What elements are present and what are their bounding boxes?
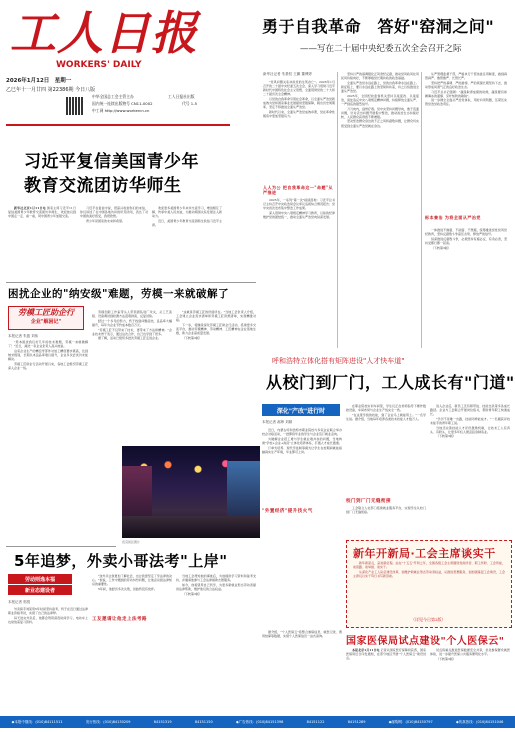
- delivery-col-3: 当地工会得知他的事迹后，为他提供学习资料和备考支持，并邀请他参与工会法律援助志愿服务。 如今，他希望用自己所学，为更多新就业形态劳动者提供法律帮助，维护他们的合法权益。 （下转第3版）: [176, 574, 256, 596]
- delivery-story-title[interactable]: 5年追梦，外卖小哥法考"上岸": [14, 552, 228, 570]
- labor-series-logo-line-2: 企业"解困记": [30, 319, 62, 325]
- medical-dateline: 本报北京1月11日电: [352, 648, 380, 652]
- col-divider: [421, 72, 422, 348]
- new-year-note: （详见今日第2版）: [411, 617, 446, 622]
- footer-bar: [0, 716, 515, 728]
- issuer-line-1: 中华全国总工会主管主办: [92, 94, 134, 99]
- top-story-byline: 新华社记者 朱基钗 王鹏 董博婷: [263, 72, 312, 76]
- website-url[interactable]: 中工网 http://www.workercn.cn: [92, 108, 150, 113]
- medical-col-1: 据介绍，"个人医保云"将整合参保信息、就医记录、费用结算等数据，实现个人医保信息一站式查询。: [262, 630, 342, 639]
- footer-item-ads-3: 84151289: [347, 720, 366, 724]
- footer-item-distribution-2: 84151319: [153, 720, 172, 724]
- top-story-col-3: 从严管理监督干部，严格执行干部选拔任用制度，做到真管真严、敢管敢严、长管长严。 坚持把严的基调、严的措施、严的氛围长期坚持下去，推动形成风清气正的良好政治生态。 习近平总书记强调："越是取得成绩的时候，越是要有如履薄冰的谨慎、见叶知秋的敏锐"。 进一步健全全面从严治党体系，用好问责利器，压紧压实管党治党政治责任。: [425, 72, 507, 107]
- labor-story-title[interactable]: 困扰企业的"纳安级"难题，劳模一来就破解了: [8, 288, 229, 300]
- photo-crowd: [122, 516, 260, 538]
- newspaper-english-title: WORKERS' DAILY: [56, 60, 142, 70]
- top-story-col-3b: 一体推进不敢腐、不能腐、不想腐，统筹推进党性党风党纪教育，坚持反腐败斗争高压态势，释放严的信号。 纵深推进反腐败斗争，必须坚持有腐必反、有贪必肃，坚持受贿行贿一起查。 （下转第3版）: [425, 228, 507, 250]
- labor-story-col-2: 劳模创新工作室带头人带领团队驻厂攻关，从工艺流程、设备调试到检测方法逐项排查，反复试验。 经过一个多月的努力，终于找到问题症结，良品率大幅提升，每年为企业节约成本数百万元。 "劳模工匠不仅带来了技术，更带来了方法和精神。"企业技术骨干表示，通过这次合作，自己也学到了很多。 据了解，活动已组织多批次劳模工匠走进企业。: [92, 310, 172, 341]
- medical-col-2: 本报北京1月11日电 记者从国家医疗保障局获悉，国家医保局近日印发通知，在部分地区开展"个人医保云"建设试点。: [346, 648, 426, 661]
- issuer-line-4: 代号 1-5: [182, 101, 198, 106]
- delivery-tag-2: 新业态建设者: [8, 585, 72, 595]
- new-year-title[interactable]: 新年开新局·工会主席谈实干: [353, 547, 496, 560]
- top-story-crosshead: 人人为公 把自我革命这一"命题"从严推进: [263, 185, 334, 195]
- delivery-col-2: "送外卖让我更加了解社会，也让我更坚定了学法律的决心。"他说，工作中遇到的劳动纠纷问题，让他意识到法律知识的重要性。 5年间，他经历多次失败，但始终没有放弃。: [92, 574, 172, 591]
- issuer-line-3: 工人日报社出版: [168, 94, 195, 99]
- footer-item-ads: ◆广告热线：(010)84151398: [235, 719, 284, 724]
- issue-number: 乙巳年十一月廿四 第22386期 今日八版: [6, 87, 96, 93]
- lead-story-title[interactable]: 习近平复信美国青少年 教育交流团访华师生: [24, 152, 199, 196]
- top-story-col-2: 坚持以严的基调强化正风肃纪反腐，推动党风政风社风民风持续向好，不断厚植党长期执政的政治基础。 全面从严治党永远在路上，党的自我革命永远在路上。新征程上，要以永远在路上的坚韧和执着，持之以恒推进全面从严治党。 2025年，全国纪检监察机关坚持以案促改、以案促治，查处违反中央八项规定精神问题，持续释放全面从严、一严到底的强烈信号。 刀刃向内，刮骨疗毒。党中央坚持问题导向，敢于直面问题，针对突出问题开展集中整治，推动政治生态持续好转，人民群众获得感不断增强。 坚决惩治群众身边的不正之风和腐败问题，让群众切实感受到全面从严治党就在身边。: [341, 72, 419, 128]
- feature-col-1: 近日，内蒙古呼和浩特市职业院校与多家企业联合举办校企对接活动，一批即将毕业的学生与企业签订就业意向。 为破解企业招工难与学生就业难并存的问题，当地构建"学校+企业+政府"立体化培养体系，打通人才成长通道。 订单式培养、现代学徒制等模式让学生在校期间就能接触真实生产环境，毕业即可上岗。: [262, 428, 342, 454]
- delivery-col-1: 外卖骑手刘某用5年时间坚持备考，终于在近日通过法律职业资格考试，实现了自己的法律梦。 每天送完外卖后，他都会利用深夜时间学习，电动车上也常放着复习资料。: [8, 607, 88, 624]
- masthead-divider: [6, 124, 230, 126]
- newspaper-logo: 工人日报: [10, 6, 198, 60]
- issuer-line-2: 国内统一连续出版物号 CN11-0002: [92, 101, 153, 106]
- feature-subhead-1: "外置经济"提升技火气: [262, 509, 313, 514]
- labor-story-col-3: "这就是劳模工匠的价值所在。"当地工会负责人介绍，工会建立企业需求清单和劳模工匠资源清单，实现精准对接。 下一步，将继续深化劳模工匠助企行活动，搭建更多交流平台，推动劳模精神、劳动精神、工匠精神在企业落地生根，助力企业高质量发展。 （下转第3版）: [176, 310, 256, 340]
- delivery-byline: 本报记者 郭悦: [8, 600, 31, 604]
- labor-story-col-1: "原本困扰我们好几年的技术难题，劳模一来就破解了！"近日，湖北一家企业负责人高兴地说。 这家企业生产的精密零部件对加工精度要求极高，达到纳米级别，长期以来良品率难以提升，企业多次尝试仍未能解决。 劳模工匠助企行活动开展以来，各地工会组织劳模工匠深入企业一线。: [8, 340, 88, 370]
- issue-date: 2026年1月12日 星期一: [6, 78, 72, 84]
- photo-caption: 夜景街区图片: [122, 540, 141, 544]
- reform-section-tag: 深化"产改"进行时: [262, 404, 340, 416]
- section-divider: [6, 546, 116, 547]
- new-year-box: [346, 540, 512, 628]
- top-story-col-1b: 2025年，一系列"第一次"接续落地：习近平总书记主持召开中央政治局会议审议巡视综合情况报告；党中央首次发布集中整治工作成果。 深入贯彻中央八项规定精神学习教育，以铁的纪律维护党的团结统一，推动全面从严治党向纵深发展。: [263, 198, 335, 219]
- delivery-subhead: 工友邀请让他走上法考路: [92, 617, 147, 622]
- footer-item-fax: ◆传真热线：(010)84151046: [455, 719, 504, 724]
- feature-col-3: 进入企业后，新员工还有师带徒、技能比武等多条成长路径。企业与工会联合开展岗位练兵，帮助青年职工快速成长。 "学历不是唯一出路，技能同样能成才。"一名刚获评技术能手的青年职工说。 当地还完善技能人才评价激励机制，让技术工人有奔头、有盼头，让更多年轻人愿意投身制造业。 （下转第3版）: [430, 404, 510, 439]
- labor-story-byline: 本报记者 朱振 刘伟: [8, 334, 39, 338]
- footer-item-distribution-3: 84151150: [194, 720, 213, 724]
- footer-item-mail: ◆邮购网：(010)84150797: [388, 719, 433, 724]
- night-street-photo: [122, 446, 260, 538]
- lead-story-col-3: 欢迎更多美国青少年来华交流学习，增进相互了解，传承中美人民友谊，为推动两国关系发展注入新动力。 近日，美国青少年教育交流团师生致信习近平主席。: [152, 206, 222, 227]
- feature-title[interactable]: 从校门到厂门，工人成长有"门道": [266, 373, 515, 392]
- top-story-title[interactable]: 勇于自我革命 答好"窑洞之问": [262, 17, 495, 36]
- new-year-body: 新年新起点，奋进新征程。站在"十五五"开局之年，全国各级工会主席围绕党政所需、职工所盼、工会所能，谈思路、谈举措、谈实干。 从深化产业工人队伍建设改革，到维护新就业形态劳动者权益，从推进普惠服务，到加强基层工会建设，工会主席们以实干笃行书写新答卷。: [353, 561, 505, 578]
- qr-code-icon: [66, 97, 84, 115]
- masthead: [6, 6, 230, 124]
- section-divider: [6, 282, 256, 283]
- feature-col-2: 在职业院校实训车间里，学生们正在老师指导下操作数控设备，车间布局与企业生产线完全一致。 "在这里学到的技能，到了企业马上就能用上。"一名学生说。据介绍，当地每年培养各类技术技能人才数万人。: [346, 404, 426, 421]
- footer-item-ads-2: 84151122: [306, 720, 325, 724]
- medical-story-title[interactable]: 国家医保局试点建设"个人医保云": [346, 636, 505, 647]
- top-story-subtitle: ——写在二十届中央纪委五次全会召开之际: [300, 44, 462, 54]
- labor-series-logo-line-1: 劳模工匠助企行: [18, 308, 74, 317]
- lead-story-col-1: 新华社北京1月11日电 国家主席习近平11日复信美国青少年教育交流团访华师生，欢迎他们到中国走一走、看一看，同中国青少年加强交流。: [8, 206, 76, 219]
- lead-story-col-2: 习近平在复信中说，很高兴收到你们的来信，你们讲述了在中国各地访问的所见所闻，表达了对中国的美好感受，我很欣慰。 青少年是国家的未来和希望。: [80, 206, 148, 223]
- labor-series-logo: [8, 306, 84, 330]
- top-story-crosshead-2: 标本兼治 为将全面从严治党: [425, 215, 481, 220]
- lead-story-dateline: 新华社北京1月11日电: [14, 206, 46, 210]
- feature-byline: 本报记者 郝珍 刘颖: [262, 420, 293, 424]
- medical-col-3: 试点将重点推进医保数据安全共享，优化参保群众就医体验，进一步提升医保公共服务便利化水平。 （下转第3版）: [430, 648, 510, 661]
- feature-subhead-2: 校门到厂门无缝衔接: [346, 499, 391, 504]
- feature-kicker: 呼和浩特立体化搭有矩阵进设"人才快车道": [272, 357, 405, 365]
- top-story-col-1: "党风问题关系执政党的生死存亡"。2026年1月召开的二十届中央纪委五次全会，深入学习贯彻习近平新时代中国特色社会主义思想，全面贯彻党的二十大和二十届历次全会精神。 以党的自我革命引领社会革命，以全面从严治党新成效为党和国家事业发展提供坚强保障，跳出历史周期率，坚定不移推进全面从严治党。 新时代以来，全面从严治党成效卓著，党在革命性锻造中更加坚强有力。: [263, 80, 335, 118]
- footer-item-distribution: 发行热线：(010)84130209: [85, 719, 131, 724]
- col-divider: [337, 72, 338, 348]
- footer-item-hotline: ◆本报中继线：(010)84111511: [11, 719, 63, 724]
- feature-col-2b: 工会联合人社部门搭建就业服务平台，实现学生从校门到厂门无缝衔接。: [346, 506, 426, 515]
- delivery-tag-1: 劳动则逸本福: [8, 574, 72, 584]
